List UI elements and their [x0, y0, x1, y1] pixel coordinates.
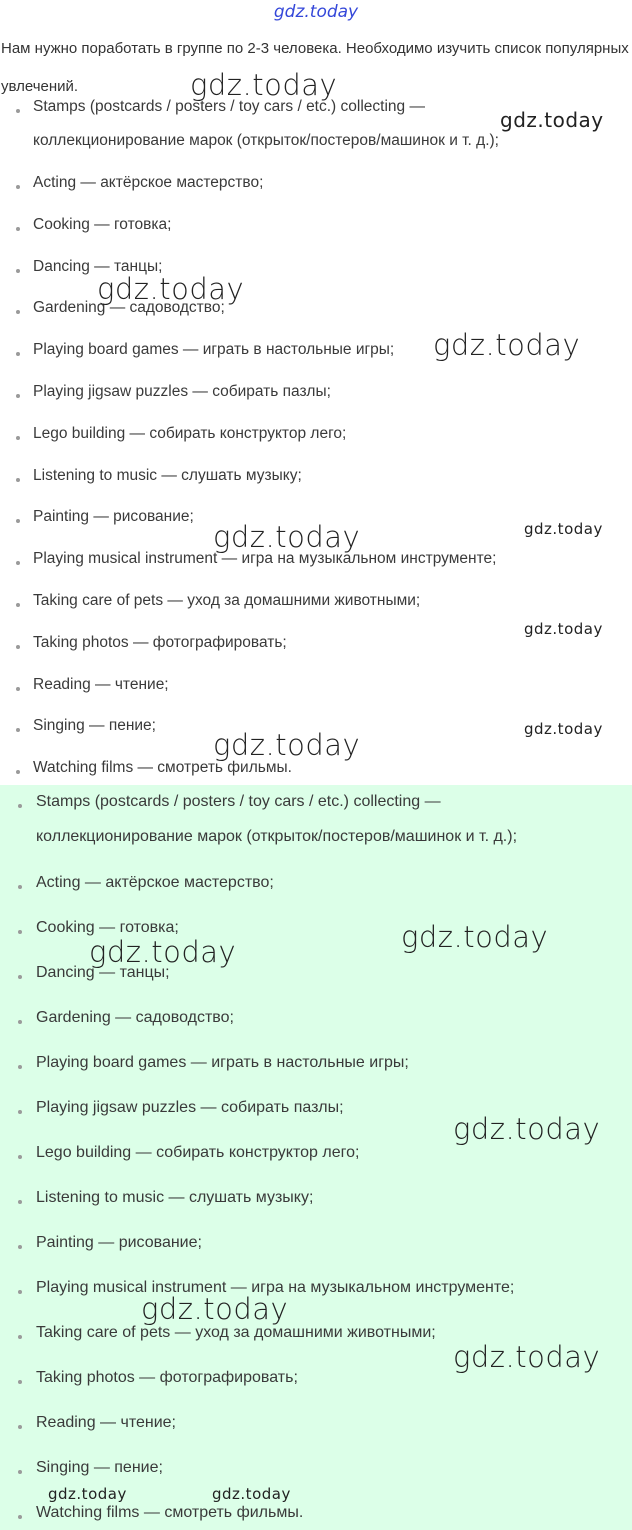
bullet-icon	[18, 975, 22, 979]
bullet-icon	[16, 436, 20, 440]
list-item-text: Taking care of pets — уход за домашними животными;	[33, 592, 421, 609]
bullet-icon	[16, 227, 20, 231]
bullet-icon	[16, 269, 20, 273]
list-item-text-continued: коллекционирование марок (открыток/постеров/машинок и т. д.);	[33, 132, 499, 149]
watermark: gdz.today	[48, 1485, 127, 1503]
list-item-text-continued: коллекционирование марок (открыток/постеров/машинок и т. д.);	[36, 828, 518, 845]
bullet-icon	[16, 770, 20, 774]
list-item-text: Watching films — смотреть фильмы.	[33, 759, 292, 777]
list-item-text: Reading — чтение;	[33, 675, 169, 693]
watermark: gdz.today	[213, 520, 361, 554]
bullet-icon	[18, 1515, 22, 1519]
watermark-top: gdz.today	[273, 2, 359, 22]
bullet-icon	[16, 109, 20, 113]
list-item-text: Singing — пение;	[36, 1459, 163, 1476]
list-item-text: Stamps (postcards / posters / toy cars / etc.) collecting —	[36, 793, 441, 810]
list-item-text: Playing musical instrument — игра на музыкальном инструменте;	[36, 1279, 515, 1296]
list-item-text: Stamps (postcards / posters / toy cars / etc.) collecting —	[33, 98, 425, 115]
bullet-icon	[18, 1065, 22, 1069]
bullet-icon	[18, 885, 22, 889]
list-item-text: Taking photos — фотографировать;	[33, 633, 287, 651]
watermark: gdz.today	[97, 272, 245, 306]
list-item-text: Lego building — собирать конструктор лего;	[36, 1144, 360, 1161]
bullet-icon	[18, 1155, 22, 1159]
list-item-text: Acting — актёрское мастерство;	[33, 174, 264, 191]
watermark: gdz.today	[453, 1340, 601, 1374]
watermark: gdz.today	[433, 328, 581, 362]
bullet-icon	[16, 687, 20, 691]
intro-paragraph: Нам нужно поработать в группе по 2-3 человека. Необходимо изучить список популярных увлечений.	[1, 40, 629, 95]
list-item-text: Playing jigsaw puzzles — собирать пазлы;	[36, 1099, 344, 1116]
bullet-icon	[18, 1020, 22, 1024]
list-item-text: Acting — актёрское мастерство;	[36, 874, 274, 891]
bullet-icon	[16, 394, 20, 398]
bullet-icon	[18, 1290, 22, 1294]
watermark: gdz.today	[141, 1292, 289, 1326]
list-item-text: Dancing — танцы;	[36, 964, 170, 981]
bullet-icon	[16, 310, 20, 314]
list-item-text: Gardening — садоводство;	[33, 299, 225, 317]
bullet-icon	[16, 352, 20, 356]
bullet-icon	[16, 561, 20, 565]
watermark: gdz.today	[524, 520, 603, 538]
bullet-icon	[18, 930, 22, 934]
bullet-icon	[18, 1380, 22, 1384]
list-item-text: Listening to music — слушать музыку;	[33, 466, 302, 484]
bullet-icon	[16, 185, 20, 189]
bullet-icon	[16, 645, 20, 649]
list-item-text: Painting — рисование;	[33, 508, 194, 526]
watermark: gdz.today	[213, 728, 361, 762]
watermark: gdz.today	[524, 720, 603, 738]
bullet-icon	[16, 603, 20, 607]
list-item-text: Playing musical instrument — игра на музыкальном инструменте;	[33, 550, 497, 568]
list-item-text: Watching films — смотреть фильмы.	[36, 1504, 304, 1521]
watermark: gdz.today	[401, 920, 549, 954]
list-item-text: Lego building — собирать конструктор лего;	[33, 424, 347, 442]
bullet-icon	[16, 519, 20, 523]
watermark: gdz.today	[500, 108, 604, 132]
list-item-text: Taking photos — фотографировать;	[36, 1369, 298, 1386]
bullet-icon	[18, 1110, 22, 1114]
bullet-icon	[16, 728, 20, 732]
highlighted-section	[0, 785, 632, 1530]
list-item-text: Cooking — готовка;	[33, 215, 172, 233]
list-item-text: Playing board games — играть в настольные игры;	[36, 1054, 409, 1071]
list-item-text: Reading — чтение;	[36, 1414, 176, 1431]
list-item-text: Painting — рисование;	[36, 1234, 202, 1251]
watermark: gdz.today	[190, 68, 338, 102]
watermark: gdz.today	[524, 620, 603, 638]
bullet-icon	[18, 1200, 22, 1204]
bullet-icon	[18, 1470, 22, 1474]
watermark: gdz.today	[453, 1112, 601, 1146]
bullet-icon	[18, 1335, 22, 1339]
list-item-text: Cooking — готовка;	[36, 919, 179, 936]
bullet-icon	[18, 1425, 22, 1429]
list-item-text: Gardening — садоводство;	[36, 1009, 234, 1026]
list-item-text: Taking care of pets — уход за домашними животными;	[36, 1324, 436, 1341]
watermark: gdz.today	[89, 935, 237, 969]
list-item-text: Playing jigsaw puzzles — собирать пазлы;	[33, 383, 331, 400]
bullet-icon	[16, 478, 20, 482]
bullet-icon	[18, 804, 22, 808]
list-item-text: Dancing — танцы;	[33, 257, 163, 275]
list-item-text: Singing — пение;	[33, 717, 156, 735]
watermark: gdz.today	[212, 1485, 291, 1503]
list-item-text: Playing board games — играть в настольные игры;	[33, 341, 395, 359]
list-item-text: Listening to music — слушать музыку;	[36, 1189, 314, 1206]
bullet-icon	[18, 1245, 22, 1249]
